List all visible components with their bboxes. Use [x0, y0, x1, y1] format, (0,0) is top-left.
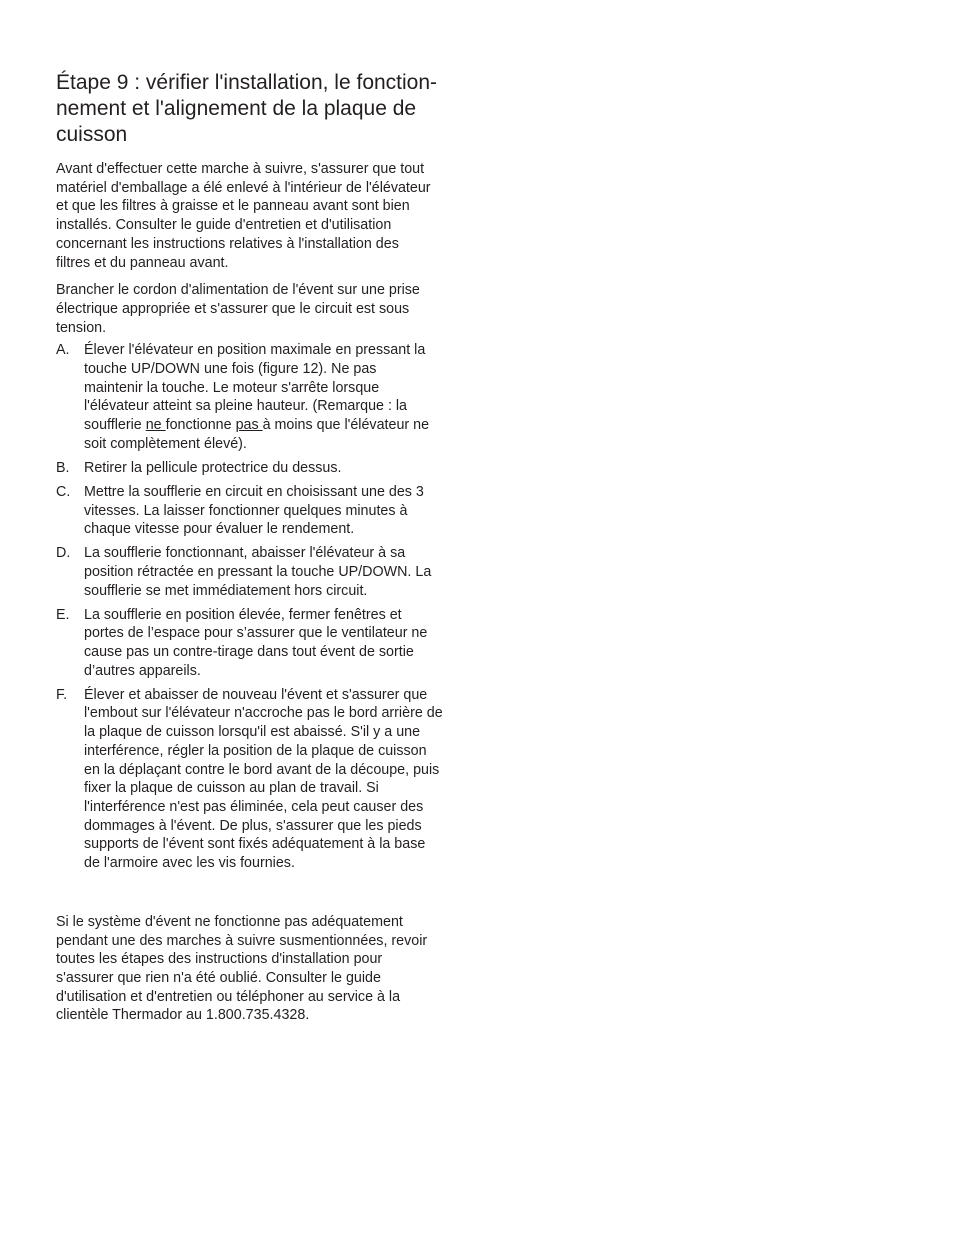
closing-line: toutes les étapes des instructions d'installation pour [56, 951, 383, 968]
steps-list [56, 341, 468, 872]
text-fragment: à moins que l'élévateur ne [262, 417, 430, 434]
step-line: chaque vitesse pour évaluer le rendement. [84, 521, 355, 538]
intro-paragraph [56, 160, 468, 272]
step-line: fixer la plaque de cuisson au plan de travail. Si [84, 780, 379, 797]
intro-line: filtres et du panneau avant. [56, 254, 229, 271]
step-line: La soufflerie fonctionnant, abaisser l'élévateur à sa [84, 545, 406, 562]
intro-line: Avant d'effectuer cette marche à suivre, s'assurer que tout [56, 161, 425, 177]
step-line: portes de l’espace pour s’assurer que le ventilateur ne [84, 625, 428, 642]
closing-line: Si le système d'évent ne fonctionne pas adéquatement [56, 913, 403, 930]
section-heading [56, 70, 468, 148]
underlined-ne: ne [145, 417, 166, 434]
closing-paragraph [56, 913, 468, 1025]
step-line: touche UP/DOWN une fois (figure 12). Ne pas [84, 361, 377, 378]
closing-line: d'utilisation et d'entretien ou téléphoner au service à la [56, 988, 401, 1005]
step-line: vitesses. La laisser fonctionner quelques minutes à [84, 502, 408, 519]
step-line: position rétractée en pressant la touche UP/DOWN. La [84, 563, 432, 580]
intro-line: concernant les instructions relatives à l'installation des [56, 235, 399, 252]
step-line: en la déplaçant contre le bord avant de la découpe, puis [84, 761, 440, 778]
step-line: Retirer la pellicule protectrice du dessus. [84, 459, 342, 476]
step-line: dommages à l'évent. De plus, s'assurer que les pieds [84, 817, 422, 834]
heading-line: Étape 9 : vérifier l'installation, le fonction- [56, 71, 438, 94]
closing-line: s'assurer que rien n'a été oublié. Consulter le guide [56, 969, 381, 986]
step-item-b [56, 459, 468, 478]
intro-line: installés. Consulter le guide d'entretien et d'utilisation [56, 217, 392, 234]
step-line: Élever et abaisser de nouveau l'évent et s'assurer que [84, 686, 428, 703]
intro-line: matériel d'emballage a élé enlevé à l'intérieur de l'élévateur [56, 179, 431, 196]
step-line: La soufflerie en position élevée, fermer fenêtres et [84, 606, 402, 623]
step-line: soit complètement élevé). [84, 435, 247, 452]
step-item-c [56, 483, 468, 539]
underlined-pas: pas [235, 417, 263, 434]
step-line-underlined [84, 416, 468, 435]
step-letter: A. [56, 342, 70, 359]
power-line: tension. [56, 319, 107, 336]
step-letter: B. [56, 459, 70, 476]
step-letter: F. [56, 686, 68, 703]
heading-line: nement et l'alignement de la plaque de [56, 97, 417, 120]
power-line: électrique appropriée et s'assurer que le circuit est sous [56, 300, 410, 317]
step-line: soufflerie se met immédiatement hors circuit. [84, 582, 368, 599]
document-page [56, 70, 468, 1034]
step-item-a [56, 341, 468, 453]
step-line: la plaque de cuisson lorsqu'il est abaissé. S'il y a une [84, 724, 421, 741]
power-paragraph [56, 281, 468, 337]
step-line: d’autres appareils. [84, 662, 201, 679]
step-line: cause pas un contre-tirage dans tout évent de sortie [84, 644, 414, 661]
step-line: l'interférence n'est pas éliminée, cela peut causer des [84, 798, 424, 815]
step-line: de l'armoire avec les vis fournies. [84, 855, 295, 872]
intro-line: et que les filtres à graisse et le panneau avant sont bien [56, 198, 410, 215]
step-item-f [56, 686, 468, 873]
step-item-e [56, 606, 468, 681]
step-line: interférence, régler la position de la plaque de cuisson [84, 742, 427, 759]
text-fragment: soufflerie [84, 417, 146, 434]
step-line: Mettre la soufflerie en circuit en choisissant une des 3 [84, 483, 424, 500]
step-line: maintenir la touche. Le moteur s'arrête lorsque [84, 379, 380, 396]
closing-line: clientèle Thermador au 1.800.735.4328. [56, 1007, 310, 1024]
step-letter: E. [56, 606, 70, 623]
closing-line: pendant une des marches à suivre susmentionnées, revoir [56, 932, 428, 949]
heading-line: cuisson [56, 123, 128, 146]
step-item-d [56, 544, 468, 600]
step-letter: C. [56, 483, 71, 500]
step-line: l'élévateur atteint sa pleine hauteur. (Remarque : la [84, 398, 408, 415]
step-line: l'embout sur l'élévateur n'accroche pas le bord arrière de [84, 705, 443, 722]
step-line: supports de l'évent sont fixés adéquatement à la base [84, 836, 426, 853]
step-letter: D. [56, 545, 71, 562]
text-fragment: fonctionne [165, 417, 236, 434]
step-line: Élever l'élévateur en position maximale en pressant la [84, 342, 426, 359]
power-line: Brancher le cordon d'alimentation de l'évent sur une prise [56, 282, 420, 299]
